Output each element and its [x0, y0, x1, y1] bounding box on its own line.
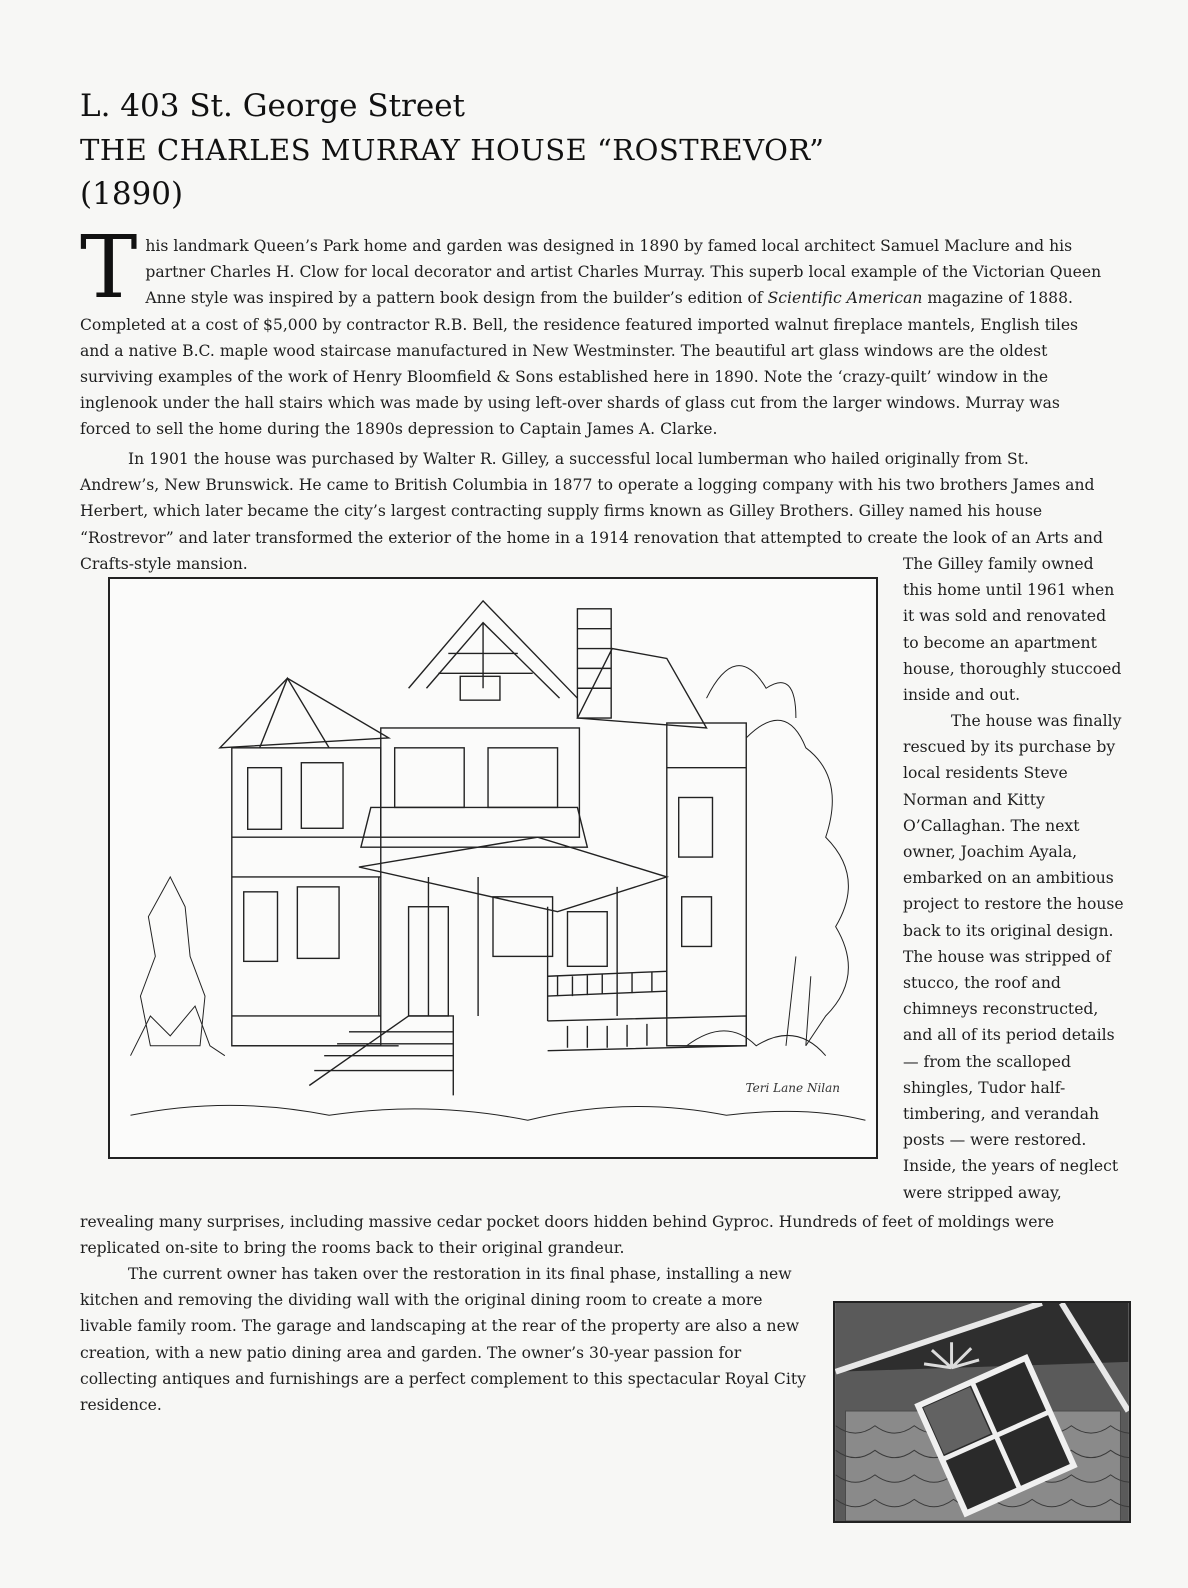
drawing-ink: [131, 601, 866, 1120]
paragraph-restoration: The house was finally rescued by its purchase by local residents Steve Norman and Kitty O’Callaghan. The next owner, Joachim Ayala, embarked on an ambitious project to restore the house back to its original design. The house was stripped of stucco, the roof and chimneys reconstructed, and all of its period details — from the scalloped shingles, Tudor half-timbering, and verandah posts — were restored. Inside, the years of neglect were stripped away,: [903, 712, 1124, 1202]
paragraph-restoration-continued: revealing many surprises, including massive cedar pocket doors hidden behind Gyproc. Hundreds of feet of moldings were replicated on-site to bring the rooms back to their original grandeur.: [80, 1213, 1055, 1258]
paragraph-apartment: The Gilley family owned this home until 1961 when it was sold and renovated to become an apartment house, thoroughly stuccoed inside and out.: [903, 555, 1122, 705]
magazine-title: Scientific American: [767, 289, 923, 308]
paragraph-current-owner: The current owner has taken over the restoration in its final phase, installing a new kitchen and removing the dividing wall with the original dining room to create a more livable family room. The garage and landscaping at the rear of the property are also a new creation, with a new patio dining area and garden. The owner’s 30-year passion for collecting antiques and furnishings are a perfect complement to this spectacular Royal City residence.: [80, 1265, 806, 1415]
house-drawing: [110, 579, 876, 1157]
second-floor: [381, 728, 580, 837]
window-photo-image: [835, 1303, 1129, 1521]
left-turret-roof: [220, 678, 389, 748]
artist-signature: Teri Lane Nilan: [745, 1081, 840, 1095]
right-tower: [667, 723, 746, 1046]
drop-cap: T: [80, 218, 138, 318]
paragraph-history-text-b: magazine of 1888. Completed at a cost of $5,000 by contractor R.B. Bell, the residence featured imported walnut fireplace mantels, English tiles and a native B.C. maple wood staircase manufactured in New Westminster. The beautiful art glass windows are the oldest surviving examples of the work of Henry Bloomfield & Sons established here in 1890. Note the ‘crazy-quilt’ window in the inglenook under the hall stairs which was made by using left-over shards of glass cut from the larger windows. Murray was forced to sell the home during the 1890s depression to Captain James A. Clarke.: [80, 289, 1079, 439]
house-illustration: [108, 577, 878, 1159]
paragraph-history-text-a: his landmark Queen’s Park home and garden was designed in 1890 by famed local architect Samuel Maclure and his partner Charles H. Clow for local decorator and artist Charles Murray. This superb local example of the Victorian Queen Anne style was inspired by a pattern book design from the builder’s edition of: [145, 237, 1102, 308]
entry-year: (1890): [80, 176, 184, 212]
paragraph-history: [80, 218, 1110, 443]
paragraph-gilley: In 1901 the house was purchased by Walter R. Gilley, a successful local lumberman who hailed originally from St. Andrew’s, New Brunswick. He came to British Columbia in 1877 to operate a logging company with his two brothers James and Herbert, which later became the city’s largest contracting supply firms known as Gilley Brothers. Gilley named his house “Rostrevor” and later transformed the exterior of the home in a 1914 renovation that attempted to create the look of an Arts and Crafts-style mansion.: [80, 450, 1103, 573]
entry-title: THE CHARLES MURRAY HOUSE “ROSTREVOR”: [80, 133, 825, 167]
main-gable: [409, 601, 578, 698]
chimney: [577, 609, 611, 718]
window-photo: [833, 1301, 1131, 1523]
entry-heading: [80, 84, 900, 216]
porch-roof: [359, 837, 667, 911]
entry-address: L. 403 St. George Street: [80, 88, 466, 124]
tree-left: [131, 877, 225, 1056]
left-turret: [232, 748, 381, 1046]
